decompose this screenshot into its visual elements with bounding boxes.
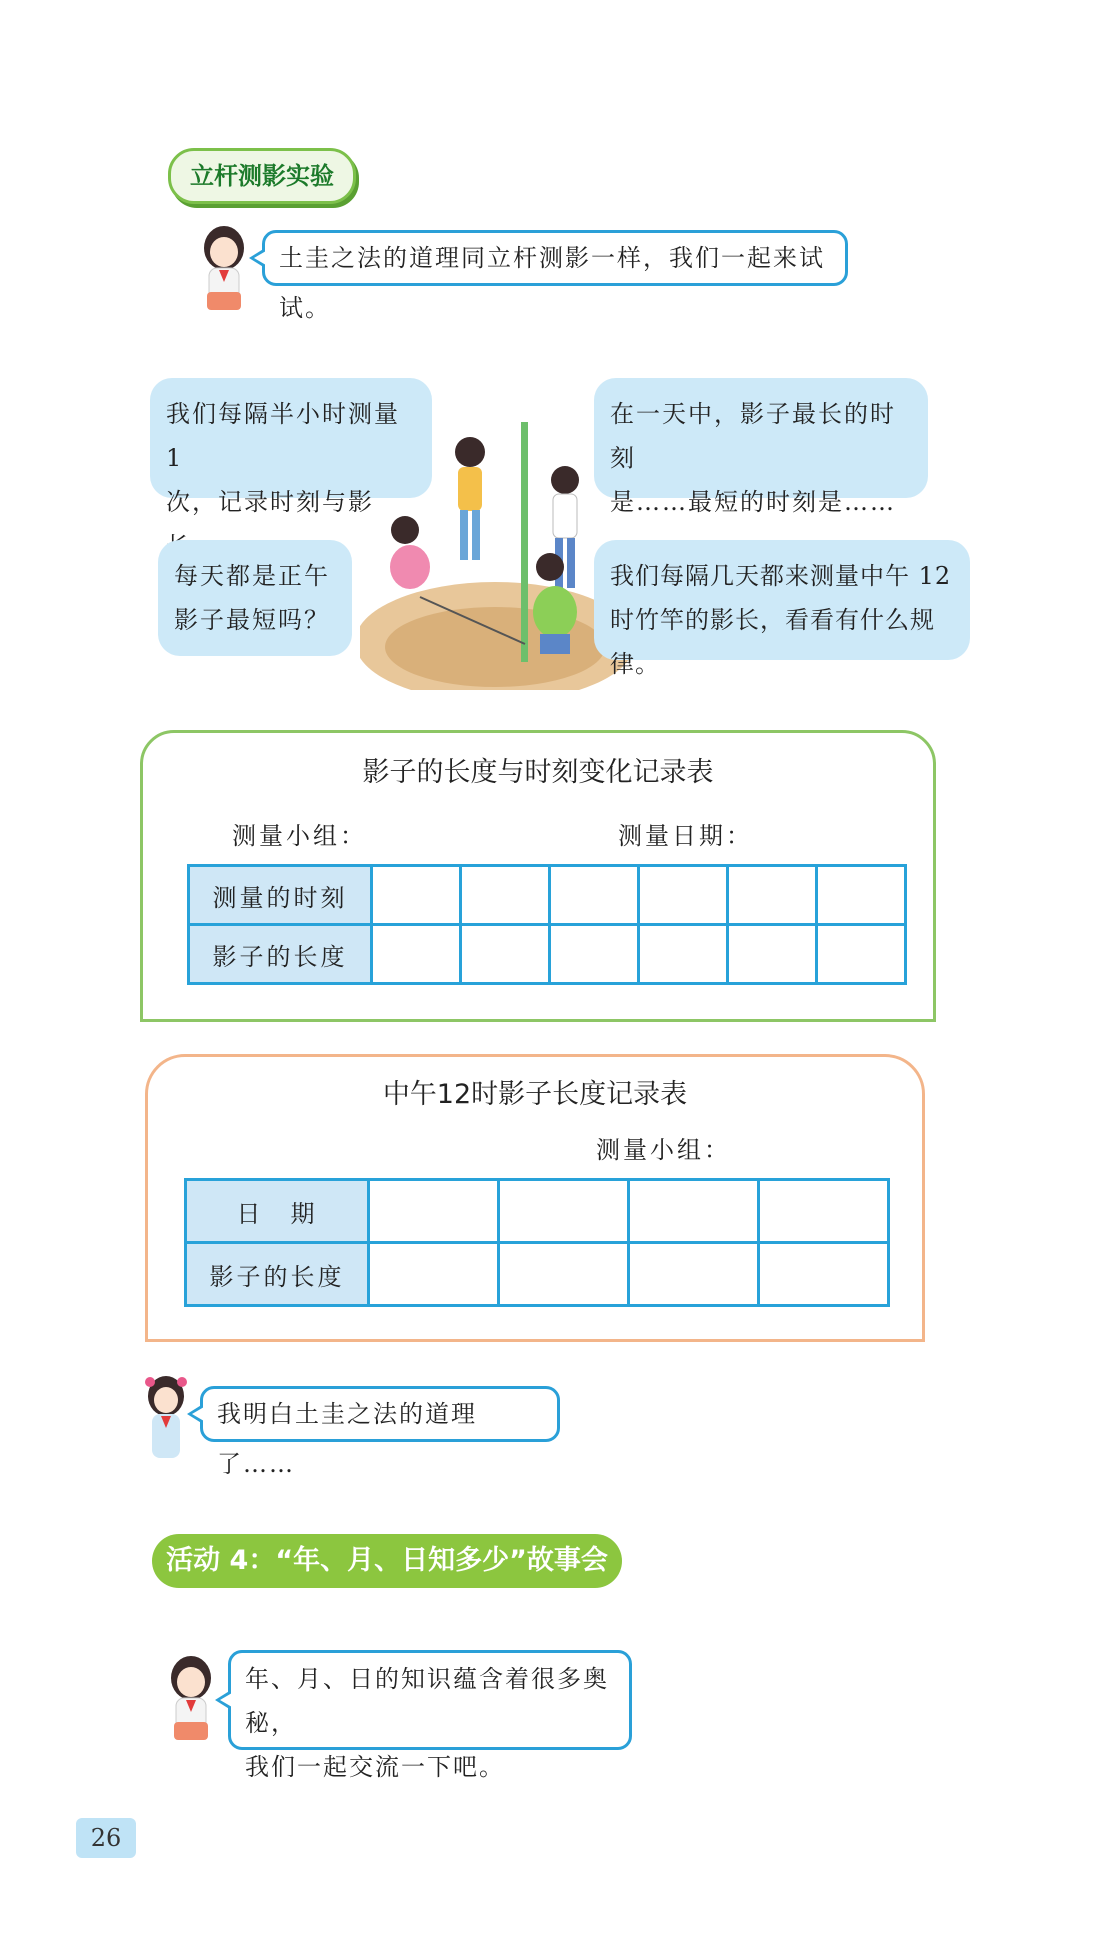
girl-avatar [160, 1652, 222, 1748]
speech-bubble-longest-shortest [594, 378, 928, 516]
table-cell[interactable] [759, 1180, 889, 1243]
table1-title: 影子的长度与时刻变化记录表 [362, 757, 714, 788]
student-remark-bubble [200, 1386, 560, 1478]
time-shadow-record-table [187, 864, 907, 985]
table-row [186, 1180, 889, 1243]
bubble-line: 年、月、日的知识蕴含着很多奥秘， [245, 1665, 609, 1737]
table-cell[interactable] [369, 1243, 499, 1306]
bubble-line: 次，记录时刻与影 [166, 488, 374, 516]
table-cell[interactable] [629, 1180, 759, 1243]
teacher-intro-text: 土圭之法的道理同立杆测影一样，我们一起来试试。 [279, 244, 825, 322]
activity-label: 活动 4：“年、月、日知多少”故事会 [152, 1534, 622, 1588]
table-cell[interactable] [728, 866, 817, 925]
page-number: 26 [76, 1818, 136, 1858]
speech-bubble-record-interval [150, 378, 432, 516]
table-cell[interactable] [550, 866, 639, 925]
table-cell[interactable] [817, 866, 906, 925]
table-row [186, 1243, 889, 1306]
teacher-intro-bubble [262, 230, 848, 322]
row-header-date: 日 期 [186, 1180, 369, 1243]
speech-bubble-noon-shortest [158, 540, 352, 656]
table-cell[interactable] [550, 925, 639, 984]
table1-date-label: 测量日期： [618, 822, 753, 850]
bubble-line: 我们每隔几天都来测量中午 12 [610, 562, 952, 590]
student-avatar [140, 1372, 192, 1470]
table-cell[interactable] [728, 925, 817, 984]
table-cell[interactable] [369, 1180, 499, 1243]
table-row [189, 866, 906, 925]
row-header-length: 影子的长度 [186, 1243, 369, 1306]
bubble-line: 影子最短吗？ [174, 606, 330, 634]
bubble-line: 我们每隔半小时测量 1 [166, 400, 400, 472]
closing-bubble [228, 1650, 632, 1781]
table-cell[interactable] [372, 925, 461, 984]
noon-shadow-record-table [184, 1178, 890, 1307]
bubble-line: 时竹竿的影长，看看有什么规律。 [610, 606, 935, 678]
bubble-line: 每天都是正午 [174, 562, 330, 590]
bubble-line: 在一天中，影子最长的时刻 [610, 400, 896, 472]
table-cell[interactable] [372, 866, 461, 925]
table1-group-label: 测量小组： [232, 822, 367, 850]
section-label: 立杆测影实验 [168, 148, 356, 204]
speech-bubble-noon-measurement [594, 540, 970, 678]
bubble-line: 是……最短的时刻是…… [610, 488, 896, 516]
table-cell[interactable] [461, 925, 550, 984]
row-header-time: 测量的时刻 [189, 866, 372, 925]
table-cell[interactable] [759, 1243, 889, 1306]
table-cell[interactable] [629, 1243, 759, 1306]
table2-title: 中午12时影子长度记录表 [382, 1079, 688, 1110]
table-row [189, 925, 906, 984]
row-header-length: 影子的长度 [189, 925, 372, 984]
table-cell[interactable] [639, 925, 728, 984]
table2-group-label: 测量小组： [596, 1136, 731, 1164]
table-cell[interactable] [499, 1180, 629, 1243]
table-cell[interactable] [461, 866, 550, 925]
table-cell[interactable] [639, 866, 728, 925]
table-cell[interactable] [499, 1243, 629, 1306]
bubble-line: 我们一起交流一下吧。 [245, 1753, 505, 1781]
table-cell[interactable] [817, 925, 906, 984]
girl-avatar [193, 222, 255, 318]
student-remark-text: 我明白土圭之法的道理了…… [217, 1400, 477, 1478]
